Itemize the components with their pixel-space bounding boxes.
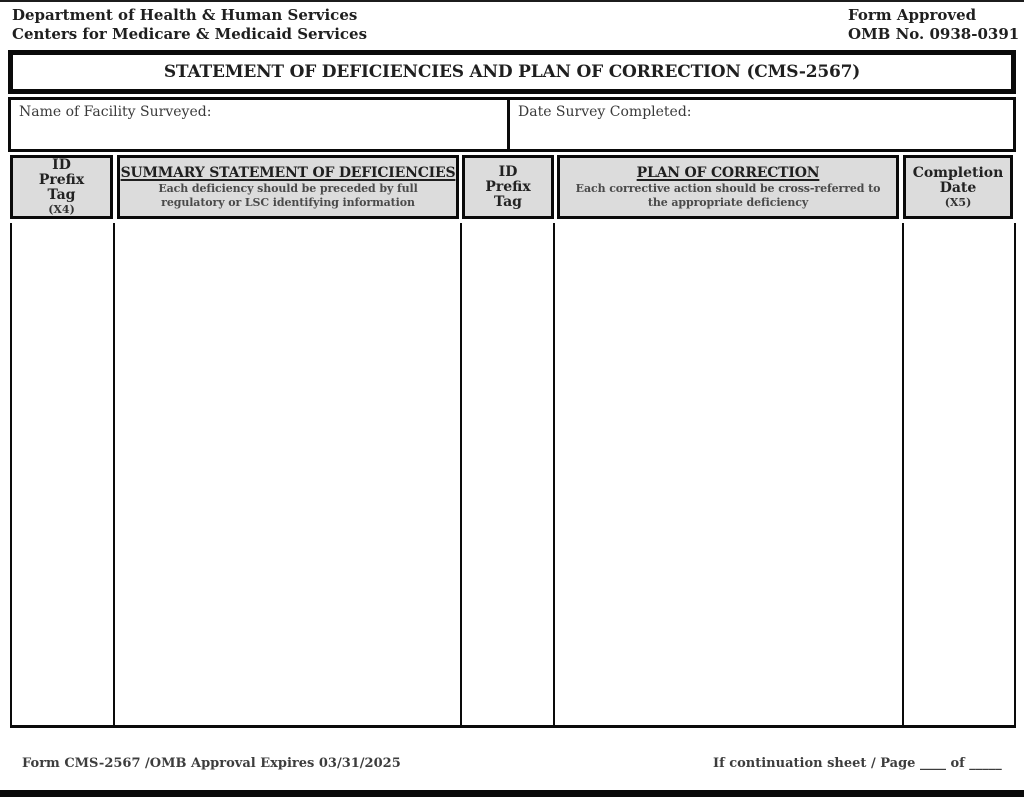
column-divider [902, 223, 904, 725]
header-line: ID [498, 163, 518, 180]
summary-column-subtitle-1: Each deficiency should be preceded by full [158, 181, 418, 195]
header-code: (X5) [944, 195, 972, 209]
agency-header [12, 6, 367, 44]
facility-name-label: Name of Facility Surveyed: [19, 104, 212, 120]
column-header-completion-date [903, 155, 1013, 219]
page-top-edge-line [0, 0, 1024, 2]
plan-of-correction-entry-area[interactable] [555, 223, 902, 725]
header-line: Tag [47, 187, 76, 203]
id-prefix-tag-entry-area[interactable] [462, 223, 553, 725]
summary-column-title: SUMMARY STATEMENT OF DEFICIENCIES [120, 164, 456, 181]
deficiency-table-body [10, 223, 1016, 728]
survey-date-label: Date Survey Completed: [518, 104, 692, 120]
form-approval-header [848, 6, 1019, 44]
plan-column-subtitle-1: Each corrective action should be cross-referred to [575, 181, 881, 195]
page-bottom-bar [0, 790, 1024, 797]
header-line: Tag [494, 193, 522, 210]
header-line: Prefix [38, 172, 85, 188]
id-prefix-tag-x4-entry-area[interactable] [12, 223, 113, 725]
agency-line-2: Centers for Medicare & Medicaid Services [12, 25, 368, 43]
column-divider [460, 223, 462, 725]
header-code: (X4) [48, 203, 75, 216]
column-header-id-prefix-tag-x4 [10, 155, 113, 219]
column-divider [553, 223, 555, 725]
form-title: STATEMENT OF DEFICIENCIES AND PLAN OF CORRECTION (CMS-2567) [163, 62, 861, 82]
summary-statement-entry-area[interactable] [115, 223, 460, 725]
agency-line-1: Department of Health & Human Services [12, 6, 358, 24]
plan-column-title: PLAN OF CORRECTION [636, 164, 820, 181]
column-header-plan-of-correction [557, 155, 899, 219]
completion-date-entry-area[interactable] [904, 223, 1014, 725]
column-header-id-prefix-tag [462, 155, 554, 219]
form-id-expiration-note: Form CMS-2567 /OMB Approval Expires 03/31/2025 [22, 756, 401, 771]
continuation-sheet-page-note[interactable]: If continuation sheet / Page ____ of _____ [713, 756, 1002, 771]
form-title-bar [8, 50, 1016, 94]
plan-column-subtitle-2: the appropriate deficiency [647, 195, 809, 209]
omb-number: OMB No. 0938-0391 [848, 25, 1020, 43]
survey-date-field[interactable] [510, 100, 1013, 149]
header-line: Prefix [485, 178, 531, 195]
column-header-summary-statement [117, 155, 459, 219]
header-line: Completion [912, 164, 1004, 181]
facility-name-field[interactable] [11, 100, 510, 149]
facility-survey-row [8, 97, 1016, 152]
header-line: ID [52, 157, 71, 173]
header-line: Date [939, 179, 977, 196]
form-approved-label: Form Approved [848, 6, 977, 24]
column-divider [113, 223, 115, 725]
summary-column-subtitle-2: regulatory or LSC identifying information [161, 195, 415, 209]
